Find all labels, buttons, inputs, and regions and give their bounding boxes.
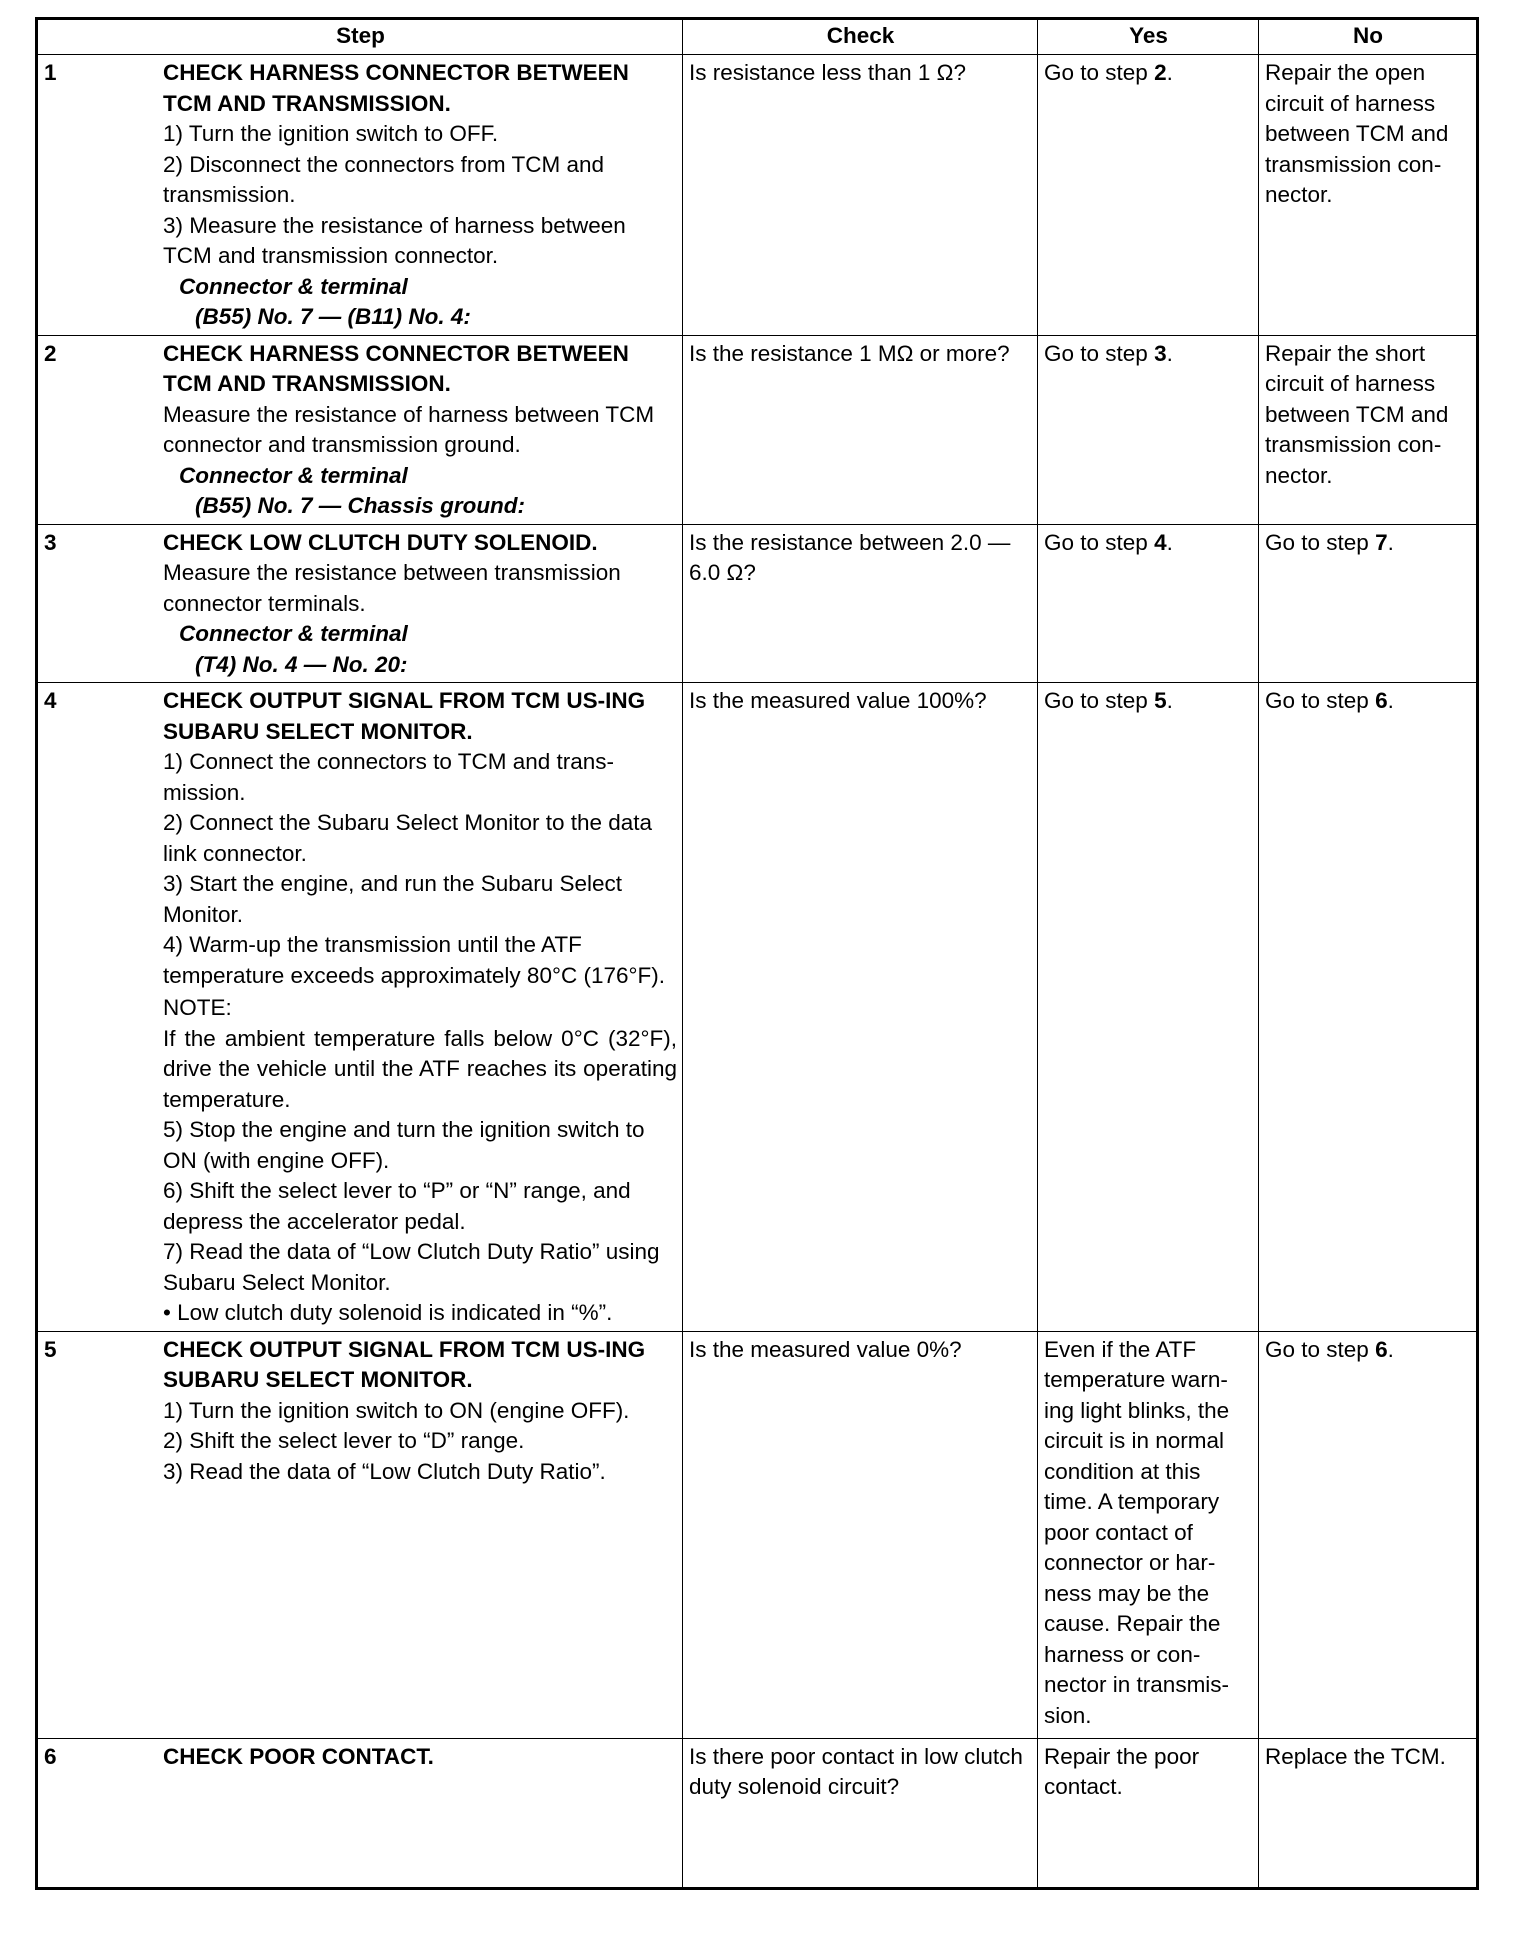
yes-text: Go to step bbox=[1044, 688, 1155, 713]
yes-cell bbox=[1038, 524, 1259, 683]
step-cell bbox=[37, 1738, 683, 1888]
step-title: CHECK HARNESS CONNECTOR BETWEEN TCM AND TRANSMISSION. bbox=[163, 340, 629, 396]
connector-terminal-value: (B55) No. 7 — (B11) No. 4: bbox=[195, 304, 471, 329]
yes-cell bbox=[1038, 1331, 1259, 1738]
yes-step-number: 4 bbox=[1154, 529, 1167, 555]
no-cell bbox=[1259, 55, 1478, 336]
no-text-end: . bbox=[1387, 1336, 1394, 1362]
yes-text: Go to step bbox=[1044, 340, 1155, 366]
check-cell: Is the measured value 0%? bbox=[683, 1331, 1038, 1738]
yes-text-end: . bbox=[1166, 529, 1173, 555]
table-row bbox=[37, 335, 1478, 524]
table-row bbox=[37, 1738, 1478, 1888]
check-cell: Is resistance less than 1 Ω? bbox=[683, 55, 1038, 336]
no-text: Repair the short circuit of harness between TCM and transmission con-nector. bbox=[1265, 340, 1449, 488]
no-step-number: 6 bbox=[1375, 1336, 1388, 1362]
no-text: Go to step bbox=[1265, 688, 1376, 713]
step-title: CHECK OUTPUT SIGNAL FROM TCM US-ING SUBARU SELECT MONITOR. bbox=[163, 688, 646, 744]
step-instruction: 3) Measure the resistance of harness between TCM and transmission connector. bbox=[163, 212, 626, 268]
header-yes: Yes bbox=[1038, 19, 1259, 55]
step-instruction: 6) Shift the select lever to “P” or “N” range, and depress the accelerator pedal. bbox=[163, 1178, 631, 1234]
table-row bbox=[37, 1331, 1478, 1738]
step-number: 5 bbox=[44, 1336, 57, 1362]
no-cell bbox=[1259, 1738, 1478, 1888]
no-step-number: 7 bbox=[1375, 529, 1388, 555]
no-text: Go to step bbox=[1265, 529, 1376, 555]
step-cell bbox=[37, 1331, 683, 1738]
connector-terminal-value: (B55) No. 7 — Chassis ground: bbox=[195, 493, 526, 518]
no-text: Repair the open circuit of harness between TCM and transmission con-nector. bbox=[1265, 60, 1449, 207]
step-title: CHECK LOW CLUTCH DUTY SOLENOID. bbox=[163, 529, 598, 555]
step-instruction: Measure the resistance between transmission connector terminals. bbox=[163, 560, 621, 616]
yes-step-number: 2 bbox=[1154, 60, 1167, 85]
yes-text-end: . bbox=[1166, 60, 1173, 85]
step-instruction: 1) Turn the ignition switch to ON (engine OFF). bbox=[163, 1397, 630, 1423]
table-row bbox=[37, 683, 1478, 1332]
no-cell bbox=[1259, 683, 1478, 1332]
step-title: CHECK OUTPUT SIGNAL FROM TCM US-ING SUBARU SELECT MONITOR. bbox=[163, 1336, 646, 1392]
yes-cell bbox=[1038, 1738, 1259, 1888]
step-cell bbox=[37, 683, 683, 1332]
no-text-end: . bbox=[1387, 529, 1394, 555]
step-cell bbox=[37, 55, 683, 336]
no-text: Go to step bbox=[1265, 1336, 1376, 1362]
table-row bbox=[37, 524, 1478, 683]
check-cell: Is there poor contact in low clutch duty solenoid circuit? bbox=[683, 1738, 1038, 1888]
step-number: 1 bbox=[44, 60, 57, 85]
yes-text: Go to step bbox=[1044, 60, 1155, 85]
check-cell: Is the resistance between 2.0 — 6.0 Ω? bbox=[683, 524, 1038, 683]
yes-cell bbox=[1038, 55, 1259, 336]
yes-step-number: 5 bbox=[1154, 688, 1167, 713]
header-step: Step bbox=[37, 19, 683, 55]
step-instruction: 2) Shift the select lever to “D” range. bbox=[163, 1428, 525, 1453]
yes-text: Repair the poor contact. bbox=[1044, 1743, 1200, 1799]
table-body bbox=[37, 55, 1478, 1889]
check-cell: Is the measured value 100%? bbox=[683, 683, 1038, 1332]
connector-terminal-value: (T4) No. 4 — No. 20: bbox=[195, 651, 408, 677]
step-title: CHECK POOR CONTACT. bbox=[163, 1743, 434, 1769]
yes-step-number: 3 bbox=[1154, 340, 1167, 366]
step-number: 2 bbox=[44, 340, 57, 366]
yes-cell bbox=[1038, 683, 1259, 1332]
step-instruction: 5) Stop the engine and turn the ignition switch to ON (with engine OFF). bbox=[163, 1117, 645, 1173]
no-cell bbox=[1259, 1331, 1478, 1738]
no-text: Replace the TCM. bbox=[1265, 1743, 1446, 1769]
step-instruction: 2) Connect the Subaru Select Monitor to the data link connector. bbox=[163, 810, 653, 866]
header-no: No bbox=[1259, 19, 1478, 55]
yes-text: Go to step bbox=[1044, 529, 1155, 555]
step-cell bbox=[37, 524, 683, 683]
note-heading: NOTE: bbox=[163, 995, 232, 1020]
yes-text: Even if the ATF temperature warn-ing light blinks, the circuit is in normal condition at this time. A temporary poor contact of connector or har-ness may be the cause. Repair the harness or con-nector in transmis-sion. bbox=[1044, 1336, 1230, 1728]
no-text-end: . bbox=[1387, 688, 1394, 713]
yes-text-end: . bbox=[1166, 340, 1173, 366]
header-row bbox=[37, 19, 1478, 55]
step-instruction: 7) Read the data of “Low Clutch Duty Ratio” using Subaru Select Monitor. bbox=[163, 1239, 660, 1295]
step-instruction: 1) Turn the ignition switch to OFF. bbox=[163, 121, 499, 146]
yes-text-end: . bbox=[1166, 688, 1173, 713]
step-instruction: 1) Connect the connectors to TCM and trans-mission. bbox=[163, 749, 615, 805]
step-number: 4 bbox=[44, 688, 57, 713]
no-step-number: 6 bbox=[1375, 688, 1388, 713]
step-number: 6 bbox=[44, 1743, 57, 1769]
step-cell bbox=[37, 335, 683, 524]
step-instruction: 4) Warm-up the transmission until the ATF temperature exceeds approximately 80°C (176°F). bbox=[163, 932, 665, 988]
step-instruction: Measure the resistance of harness between TCM connector and transmission ground. bbox=[163, 401, 655, 457]
table-row bbox=[37, 55, 1478, 336]
connector-terminal-label: Connector & terminal bbox=[179, 462, 408, 488]
note-text: If the ambient temperature falls below 0°C (32°F), drive the vehicle until the ATF reaches its operating temperature. bbox=[163, 1025, 677, 1112]
connector-terminal-label: Connector & terminal bbox=[179, 621, 408, 646]
connector-terminal-label: Connector & terminal bbox=[179, 273, 408, 299]
header-check: Check bbox=[683, 19, 1038, 55]
step-number: 3 bbox=[44, 529, 57, 555]
no-cell bbox=[1259, 524, 1478, 683]
check-cell: Is the resistance 1 MΩ or more? bbox=[683, 335, 1038, 524]
bullet-item: • Low clutch duty solenoid is indicated in “%”. bbox=[163, 1298, 677, 1329]
step-instruction: 2) Disconnect the connectors from TCM and transmission. bbox=[163, 151, 605, 207]
step-title: CHECK HARNESS CONNECTOR BETWEEN TCM AND TRANSMISSION. bbox=[163, 60, 629, 116]
troubleshooting-table bbox=[35, 17, 1479, 1890]
yes-cell bbox=[1038, 335, 1259, 524]
no-cell bbox=[1259, 335, 1478, 524]
step-instruction: 3) Read the data of “Low Clutch Duty Ratio”. bbox=[163, 1458, 606, 1484]
step-instruction: 3) Start the engine, and run the Subaru Select Monitor. bbox=[163, 871, 623, 927]
